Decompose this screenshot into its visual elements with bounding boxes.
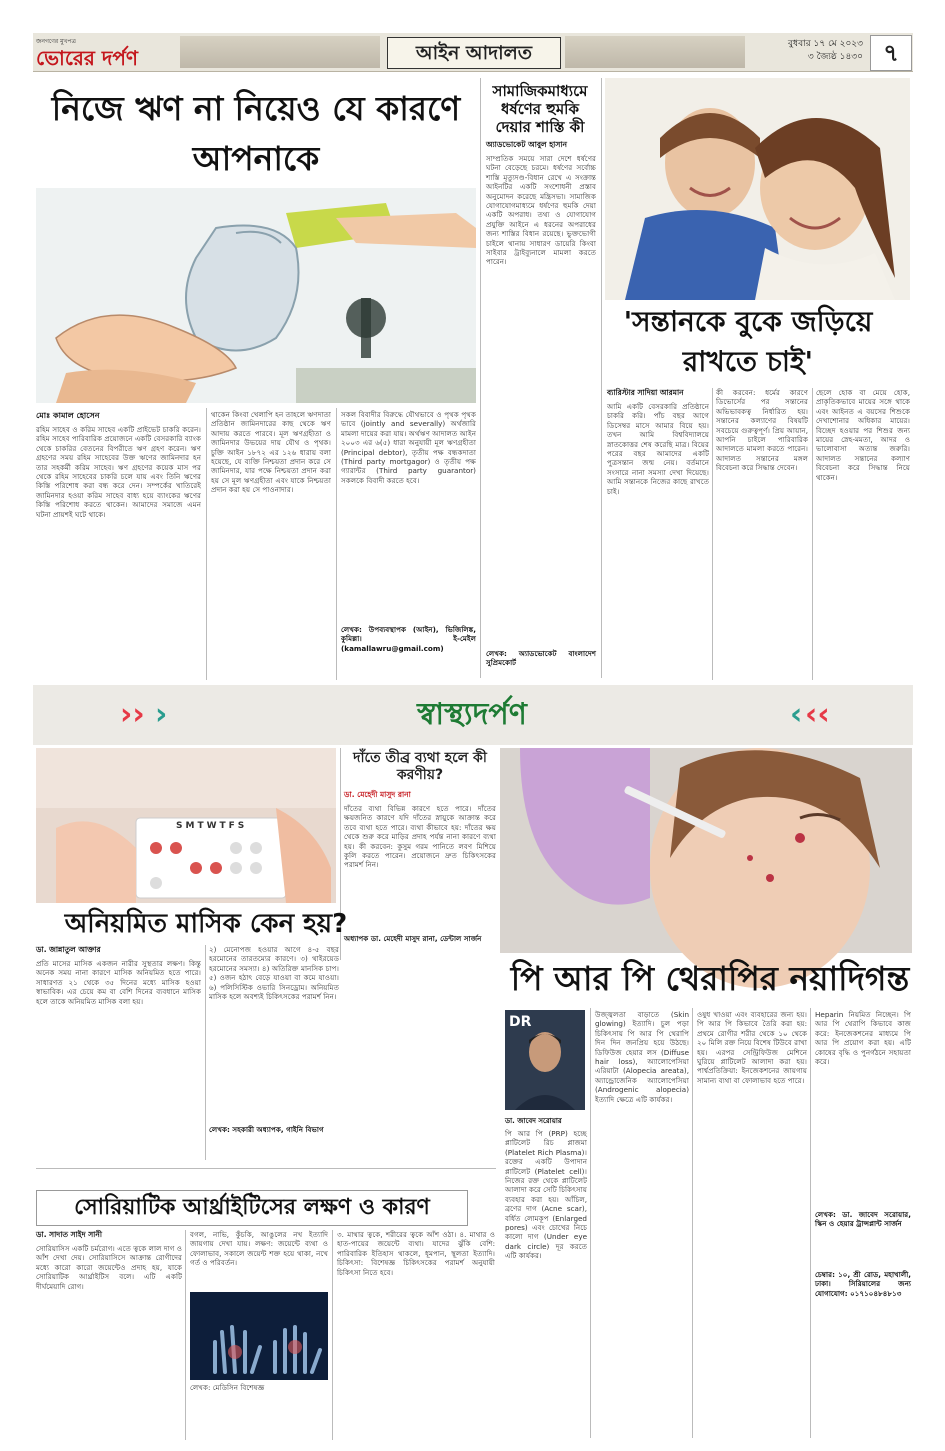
- prp-body-3: ওষুধ খাওয়া এবং ব্যবহারের জন্য হয়। পি আর পি কিভাবে তৈরি করা হয়: প্রথমে রোগীর শরীর থেকে ১০ থেকে ২০ মিলি রক্ত নিয়ে বিশেষ টিউবে রাখা হয়। এরপর সেন্ট্রিফিউজ মেশিনে ঘুরিয়ে প্লাটিলেট আলাদা করা হয়। পার্শ্বপ্রতিক্রিয়া: ইনজেকশনের জায়গায় সামান্য ব্যথা বা ফোলাভাব হতে পারে।: [697, 1010, 810, 1085]
- prp-body-2: পি আর পি (PRP) হচ্ছে প্লাটিলেট রিচ প্লাজমা (Platelet Rich Plasma)। রক্তের একটি উপাদান প্লাটিলেট (Platelet cell)। নিজের রক্ত থেকে প্লাটিলেট আলাদা করে সেটি চিকিৎসায় ব্যবহার করা হয়। আঁচিল, ব্রণের দাগ (Acne scar), বর্ধিত লোমকূপ (Enlarged pores) এবং চোখের নিচে কালো দাগ (Under eye dark circle) দূর করতে এটি কার্যকর।: [505, 1129, 590, 1261]
- dateline: [748, 38, 863, 64]
- prp-headline: পি আর পি থেরাপির নয়াদিগন্ত: [510, 959, 910, 998]
- lead-body-1: রহিম সাহেব ও করিম সাহেব একটি প্রাইভেট চাকরি করেন। রহিম সাহেব পারিবারিক প্রয়োজনে একটি বেসরকারি ব্যাংক থেকে চাকরির বেতনের বিপরীতে ঋণ গ্রহণ করেন। ঋণ গ্রহণের সময় রহিম সাহেবের উক্ত ঋণের জামিনদার হন তার সহকর্মী করিম সাহেব। ঋণ গ্রহণের কয়েক মাস পর থেকে রহিম সাহেবের চাকরি চলে যায় এবং তিনি ঋণের কিস্তি পরিশোধ করা বন্ধ করে দেন। সম্পর্কের খাতিরেই জামিনদার হওয়া করিম সাহেব বাধ্য হয়ে ব্যাংকের ঋণের কিস্তি পরিশোধ করতে থাকেন। আমাদের সমাজে এমন ঘটনা প্রায়শই ঘটে থাকে।: [36, 425, 204, 519]
- hands-money-bag-illustration: [36, 188, 476, 403]
- prp-body-4: Heparin নিয়মিত নিচ্ছেন। পি আর পি থেরাপি কিভাবে কাজ করে: ইনজেকশনের মাধ্যমে পি আর পি প্রয়োগ করা হয়। এটি কোষের বৃদ্ধি ও পুনর্গঠনে সহায়তা করে।: [815, 1010, 914, 1067]
- irregular-body-2: ২) মেনোপজ হওয়ার আগে ৪-৫ বছর হরমোনের তারতম্যের কারণে। ৩) থাইরয়েড হরমোনের সমস্যা। ৪) অতিরিক্ত মানসিক চাপ। ৫) ওজন হঠাৎ বেড়ে যাওয়া বা কমে যাওয়া। ৬) পলিসিস্টিক ওভারি সিনড্রোম। অনিয়মিত মাসিক হলে অবশ্যই চিকিৎসকের পরামর্শ নিন।: [209, 945, 339, 1002]
- child-body-3: ছেলে হোক বা মেয়ে হোক, প্রাকৃতিকভাবে মায়ের সঙ্গে থাকে এবং আইনত এ বয়সের শিশুকে দেখাশোনার অধিকার মায়ের। বিচ্ছেদ হওয়ার পর শিশুর জন্য মায়ের স্নেহ-মমতা, আদর ও ভালোবাসা অত্যন্ত জরুরি। আদালত সন্তানের কল্যাণ বিবেচনা করে সিদ্ধান্ত নিয়ে থাকেন।: [816, 388, 913, 482]
- menstrual-calendar-photo: [36, 748, 336, 903]
- column-divider: [712, 388, 713, 680]
- child-column-1: [607, 388, 712, 678]
- logo[interactable]: [36, 36, 176, 68]
- column-divider: [812, 388, 813, 680]
- prp-byline: ডা. জাবেদ সরোয়ার: [505, 1117, 562, 1125]
- lead-illustration: [36, 188, 476, 403]
- child-byline: ব্যারিস্টার সাদিয়া আরমান: [607, 388, 684, 397]
- lead-author-note: লেখক: উপব্যবস্থাপক (আইন), ভিজিলিঙ্ক, কুমিল্লা। ই-মেইল (kamallawru@gmail.com): [341, 625, 479, 653]
- child-headline: 'সন্তানকে বুকে জড়িয়ে রাখতে চাই': [623, 305, 873, 378]
- date-bengali: ৩ জ্যৈষ্ঠ ১৪৩০: [807, 52, 863, 62]
- prp-body-1: উজ্জ্বলতা বাড়াতে (Skin glowing) ইত্যাদি। চুল পড়া চিকিৎসায় পি আর পি থেরাপি দিন দিন জনপ্রিয় হয়ে উঠছে। ডিফিউজ হেয়ার লস (Diffuse hair loss), অ্যালোপেসিয়া এরিয়াটা (Alopecia areata), অ্যান্ড্রোজেনিক অ্যালোপেসিয়া (Androgenic alopecia) ইত্যাদি ক্ষেত্রে এটি কার্যকর।: [595, 1010, 692, 1104]
- prp-treatment-photo: [500, 748, 912, 953]
- doctor-photo: [505, 1010, 585, 1110]
- building-illustration-right: [565, 36, 745, 68]
- hand-xray-photo: [190, 1292, 328, 1380]
- psoriatic-body-2b: লেখক: মেডিসিন বিশেষজ্ঞ: [190, 1383, 265, 1392]
- health-section-title: স্বাস্থ্যদর্পণ: [417, 697, 527, 732]
- lead-headline-line1: নিজে ঋণ না নিয়েও যে কারণে আপনাকে: [51, 89, 461, 178]
- child-body-2: কী করবেন: ধর্মের কারণে ডিভোর্সের পর সন্তানের অভিভাবকত্ব নির্ধারিত হয়। সন্তানের কল্যাণের বিষয়টি সবচেয়ে গুরুত্বপূর্ণ। প্রিয় আয়ান, আপনি চাইলে পারিবারিক আদালতে মামলা করতে পারেন। আদালত সন্তানের মঙ্গল বিবেচনা করে সিদ্ধান্ত দেবেন।: [716, 388, 811, 473]
- building-illustration-left: [180, 36, 380, 68]
- section-divider: [36, 1168, 496, 1169]
- column-divider: [336, 408, 337, 680]
- page-number: ৭: [870, 35, 912, 71]
- chevron-right-icon: ›: [155, 697, 168, 732]
- date-gregorian: বুধবার ১৭ মে ২০২৩: [788, 39, 863, 49]
- sidebar-title: সামাজিকমাধ্যমে ধর্ষণের হুমকি দেয়ার শাস্তি কী: [492, 82, 588, 136]
- lead-byline: মোঃ কামাল হোসেন: [36, 411, 100, 420]
- prp-column-2: [505, 1115, 590, 1435]
- lead-body-3: সকল বিবাদীর বিরুদ্ধে যৌথভাবে ও পৃথক পৃথক ভাবে (jointly and severally) অর্থজারি মামলা দায়ের করা যায়। অর্থঋণ আদালত আইন ২০০৩ এর ৬(৫) ধারা অনুযায়ী মূল ঋণগ্রহীতা (Principal debtor), তৃতীয় পক্ষ বন্ধকদাতা (Third party mortgagor) ও তৃতীয় পক্ষ গ্যারান্টর (Third party guarantor) সকলকে বিবাদী করতে হবে।: [341, 410, 479, 485]
- psoriatic-body-1: সোরিয়াসিস একটি চর্মরোগ। এতে ত্বকে লাল দাগ ও আঁশ দেখা দেয়। সোরিয়াসিসে আক্রান্ত রোগীদের মধ্যে কারো কারো জয়েন্টেও প্রদাহ হয়, যাকে সোরিয়াটিক আর্থ্রাইটিস বলে। এটি একটি দীর্ঘমেয়াদি রোগ।: [36, 1244, 185, 1291]
- irregular-byline: ডা. জান্নাতুল আক্তার: [36, 945, 101, 954]
- irregular-author-note: লেখক: সহকারী অধ্যাপক, গাইনি বিভাগ: [209, 1125, 324, 1134]
- logo-name: ভোরের দর্পণ: [36, 46, 138, 70]
- irregular-body-1: প্রতি মাসের মাসিক একজন নারীর সুস্থতার লক্ষণ। কিন্তু অনেক সময় নানা কারণে মাসিক অনিয়মিত হতে পারে। সাধারণত ২১ থেকে ৩৫ দিনের মধ্যে মাসিক হওয়া স্বাভাবিক। এর চেয়ে কম বা বেশি দিনের ব্যবধানে মাসিক হলে তাকে অনিয়মিত মাসিক বলা হয়।: [36, 959, 204, 1006]
- logo-tagline: জনগণের মুখপত্র: [36, 38, 76, 45]
- tooth-byline: ডা. মেহেদী মাসুদ রানা: [344, 790, 411, 799]
- column-divider: [206, 408, 207, 680]
- irregular-headline: অনিয়মিত মাসিক কেন হয়?: [64, 909, 348, 939]
- column-divider: [692, 1008, 693, 1438]
- prp-column-4: [815, 1010, 914, 1435]
- mother-child-image: [605, 78, 910, 300]
- irregular-column-1: [36, 945, 204, 1160]
- sidebar-author-note: লেখক: অ্যাডভোকেট বাংলাদেশ সুপ্রিমকোর্ট: [486, 649, 599, 668]
- calendar-weekdays: SMTWTFS: [176, 821, 248, 831]
- psoriatic-body-3: ৩. মাথার ত্বকে, শরীরের ত্বকে আঁশ ওঠা। ৪. মাথার ও হাত-পায়ের জয়েন্টে ব্যথা। যাদের ঝুঁকি বেশি: পারিবারিক ইতিহাস থাকলে, ধূমপান, স্থূলতা ইত্যাদি। চিকিৎসা: বিশেষজ্ঞ চিকিৎসকের পরামর্শ অনুযায়ী চিকিৎসা নিতে হবে।: [337, 1230, 498, 1277]
- lead-column-3: [341, 410, 479, 680]
- lead-body-2: থাকেন কিংবা খেলাপি হন তাহলে ঋণদাতা প্রতিষ্ঠান জামিনদারের কাছ থেকে ঋণ আদায় করতে পারবে। মূল ঋণগ্রহীতা ও জামিনদার উভয়ের দায় যৌথ ও পৃথক। চুক্তি আইন ১৮৭২ এর ১২৬ ধারায় বলা হয়েছে, যে ব্যক্তি নিশ্চয়তা প্রদান করে সে জামিনদার, যার পক্ষে নিশ্চয়তা প্রদান করা হয় সে মূল ঋণগ্রহীতা এবং যাকে নিশ্চয়তা প্রদান করা হয় সে পাওনাদার।: [211, 410, 334, 495]
- psoriatic-body-2: বগল, নাভি, কুঁচকি, আঙুলের নখ ইত্যাদি জায়গায় দেখা যায়। লক্ষণ: জয়েন্টে ব্যথা ও ফোলাভাব, সকালে জয়েন্ট শক্ত হয়ে থাকা, নখে গর্ত ও পরিবর্তন।: [190, 1230, 331, 1268]
- chevron-left-icon: ‹: [790, 697, 803, 732]
- doctor-photo-caption: DR: [509, 1014, 532, 1030]
- column-divider: [810, 1008, 811, 1438]
- psoriatic-byline: ডা. সাদাত সাইদ সানী: [36, 1230, 102, 1239]
- psoriatic-headline: সোরিয়াটিক আর্থ্রাইটিসের লক্ষণ ও কারণ: [36, 1190, 468, 1226]
- child-body-1: আমি একটি বেসরকারি প্রতিষ্ঠানে চাকরি করি। পাঁচ বছর আগে ডিসেম্বর মাসে আমার বিয়ে হয়। তখন আমি বিশ্ববিদ্যালয়ে স্নাতকোত্তর শেষ করেছি মাত্র। বিয়ের পরের বছর আমাদের একটি পুত্রসন্তান জন্ম নেয়। বর্তমানে সংসারে নানা সমস্যা দেখা দিয়েছে। আমি সন্তানকে নিজের কাছে রাখতে চাই।: [607, 402, 712, 496]
- tooth-title: দাঁতে তীব্র ব্যথা হলে কী করণীয়?: [353, 750, 487, 783]
- tooth-author-note: অধ্যাপক ডা. মেহেদী মাসুদ রানা, ডেন্টাল সার্জন: [344, 934, 482, 943]
- column-divider: [185, 1230, 186, 1440]
- column-divider: [332, 1230, 333, 1440]
- psoriatic-column-1: [36, 1230, 185, 1440]
- irregular-column-2: [209, 945, 339, 1160]
- chevron-left-icon: ‹‹: [805, 697, 830, 732]
- sidebar-byline: অ্যাডভোকেট আবুল হাসান: [486, 140, 567, 149]
- tooth-body: দাঁতের ব্যথা বিভিন্ন কারণে হতে পারে। দাঁতের ক্ষয়জনিত কারণে যদি দাঁতের স্নায়ুকে আক্রান্ত করে তবে ব্যথা হতে পারে। ব্যথা কীভাবে হয়: দাঁতের ক্ষয় থেকে শুরু করে মাড়ির প্রদাহ পর্যন্ত নানা কারণে ব্যথা হয়। কী করবেন: কুসুম গরম পানিতে লবণ মিশিয়ে কুলি করতে পারেন। প্রয়োজনে দ্রুত চিকিৎসকের পরামর্শ নিন।: [344, 804, 499, 870]
- section-title: আইন আদালত: [387, 37, 561, 69]
- face-injection-image: [500, 748, 912, 953]
- lead-column-1: [36, 410, 204, 680]
- prp-author-note: লেখক: ডা. জাবেদ সরোয়ার, স্কিন ও হেয়ার ট্রান্সপ্লান্ট সার্জন: [815, 1210, 914, 1229]
- hand-xray-image: [190, 1292, 328, 1380]
- sidebar-body: সাম্প্রতিক সময়ে সারা দেশে ধর্ষণের ঘটনা বেড়েছে চরমে। ধর্ষণের সর্বোচ্চ শাস্তি মৃত্যুদণ্ড-বিধান রেখে এ সংক্রান্ত আইনটির একটি সংশোধনী প্রস্তাব অনুমোদন করেছে মন্ত্রিসভা। সামাজিক যোগাযোগমাধ্যমে ধর্ষণের হুমকি দেয়া একটি অপরাধ। তথ্য ও যোগাযোগ প্রযুক্তি আইনে এ ধরনের অপরাধের জন্য শাস্তির বিধান রয়েছে। ভুক্তভোগী চাইলে থানায় সাধারণ ডায়েরি কিংবা সাইবার ট্রাইব্যুনালে মামলা করতে পারেন।: [486, 154, 599, 267]
- chevron-right-icon: ››: [120, 697, 145, 732]
- column-divider: [590, 1008, 591, 1438]
- mother-child-photo: [605, 78, 910, 300]
- chamber-info: চেম্বার: ১০, শ্রী রোড, মহাখালী, ঢাকা। সিরিয়ালের জন্য যোগাযোগ: ০১৭১০৪৮৪৮১৩: [815, 1270, 914, 1298]
- column-divider: [205, 945, 206, 1160]
- sidebar-column: [486, 140, 599, 675]
